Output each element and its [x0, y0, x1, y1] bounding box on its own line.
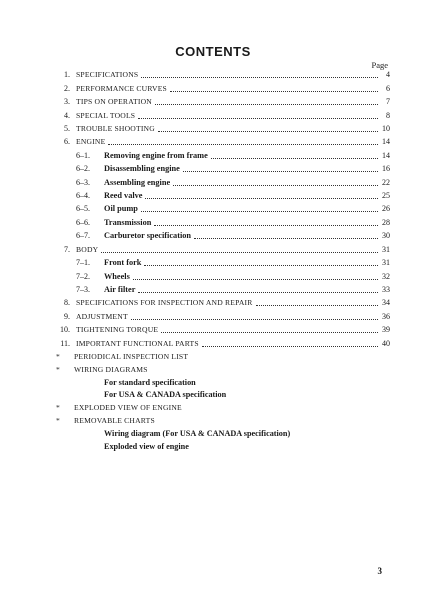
- toc-entry-number: 3.: [64, 97, 70, 107]
- leader-dots: [194, 237, 378, 239]
- toc-entry-number: 2.: [64, 83, 70, 93]
- appendix-subitem: Wiring diagram (For USA & CANADA specification): [104, 428, 291, 438]
- page-number: 3: [377, 566, 382, 576]
- toc-entry-number: 11.: [60, 338, 70, 348]
- leader-dots: [211, 157, 378, 159]
- appendix-item: [56, 351, 376, 364]
- toc-page-number: 26: [382, 204, 390, 214]
- toc-subentry-number: 6–7.: [76, 231, 90, 241]
- toc-subentry: [50, 201, 390, 214]
- toc-entry-number: 10.: [60, 325, 70, 335]
- toc-subentry-label: Disassembling engine: [104, 164, 180, 174]
- appendix-item: [56, 364, 376, 377]
- toc-entry-number: 8.: [64, 298, 70, 308]
- toc-subentry: [50, 268, 390, 281]
- toc-entry: [50, 322, 390, 335]
- toc-subentry-label: Front fork: [104, 258, 142, 268]
- toc-subentry-number: 6–1.: [76, 150, 90, 160]
- appendix-item-label: EXPLODED VIEW OF ENGINE: [74, 403, 182, 413]
- toc-entry: [50, 308, 390, 321]
- toc-entry: [50, 80, 390, 93]
- appendix-subitem: For USA & CANADA specification: [104, 390, 227, 400]
- toc-page-number: 8: [386, 110, 390, 120]
- page-column-label: Page: [371, 60, 388, 70]
- asterisk-bullet: *: [56, 364, 60, 374]
- toc-subentry: [50, 255, 390, 268]
- leader-dots: [158, 130, 378, 132]
- appendix-list: [56, 351, 376, 453]
- toc-subentry-number: 6–2.: [76, 164, 90, 174]
- asterisk-bullet: *: [56, 403, 60, 413]
- toc-entry-label: IMPORTANT FUNCTIONAL PARTS: [76, 338, 199, 348]
- toc-entry-label: TIPS ON OPERATION: [76, 97, 152, 107]
- toc-entry-label: SPECIFICATIONS: [76, 70, 139, 80]
- toc-subentry-label: Transmission: [104, 217, 152, 227]
- toc-subentry-number: 6–3.: [76, 177, 90, 187]
- appendix-subitem: For standard specification: [104, 377, 196, 387]
- toc-subentry-label: Oil pump: [104, 204, 138, 214]
- toc-subentry: [50, 282, 390, 295]
- toc-page-number: 25: [382, 191, 390, 201]
- leader-dots: [138, 117, 378, 119]
- leader-dots: [141, 210, 378, 212]
- toc-page-number: 30: [382, 231, 390, 241]
- toc-page-number: 16: [382, 164, 390, 174]
- toc-subentry: [50, 214, 390, 227]
- asterisk-bullet: *: [56, 352, 60, 361]
- toc-subentry: [50, 161, 390, 174]
- toc-page-number: 10: [382, 124, 390, 134]
- toc-entry-number: 9.: [64, 311, 70, 321]
- toc-page-number: 4: [386, 70, 390, 80]
- toc-entry: [50, 295, 390, 308]
- toc-subentry: [50, 188, 390, 201]
- leader-dots: [154, 224, 378, 226]
- leader-dots: [138, 291, 378, 293]
- toc-entry: [50, 107, 390, 120]
- leader-dots: [155, 103, 378, 105]
- toc-entry-label: TROUBLE SHOOTING: [76, 124, 155, 134]
- toc-entry: [50, 67, 390, 80]
- toc-entry-label: BODY: [76, 244, 99, 254]
- leader-dots: [101, 251, 378, 253]
- toc-entry-label: PERFORMANCE CURVES: [76, 83, 167, 93]
- leader-dots: [144, 264, 378, 266]
- toc-subentry-label: Wheels: [104, 271, 130, 281]
- leader-dots: [256, 304, 379, 306]
- toc-entry-number: 1.: [64, 70, 70, 80]
- leader-dots: [161, 331, 378, 333]
- leader-dots: [173, 184, 378, 186]
- page-title: CONTENTS: [175, 44, 251, 59]
- toc-subentry-number: 6–4.: [76, 191, 90, 201]
- toc-entry-label: SPECIAL TOOLS: [76, 110, 136, 120]
- toc-entry-number: 5.: [64, 124, 70, 134]
- toc-entry-label: ADJUSTMENT: [76, 311, 128, 321]
- leader-dots: [141, 76, 378, 78]
- toc-subentry-label: Air filter: [104, 284, 136, 294]
- toc-subentry: [50, 174, 390, 187]
- toc-page-number: 33: [382, 284, 390, 294]
- toc-page-number: 28: [382, 217, 390, 227]
- toc-subentry-number: 7–2.: [76, 271, 90, 281]
- table-of-contents: [50, 67, 390, 349]
- leader-dots: [131, 318, 378, 320]
- toc-subentry-label: Carburetor specification: [104, 231, 192, 241]
- leader-dots: [145, 197, 378, 199]
- toc-subentry: [50, 228, 390, 241]
- toc-subentry-label: Removing engine from frame: [104, 150, 208, 160]
- toc-subentry-label: Reed valve: [104, 191, 143, 201]
- toc-page-number: 31: [382, 244, 390, 254]
- toc-subentry: [50, 147, 390, 160]
- toc-page-number: 31: [382, 258, 390, 268]
- toc-page-number: 36: [382, 311, 390, 321]
- toc-entry: [50, 335, 390, 348]
- toc-subentry-number: 6–5.: [76, 204, 90, 214]
- toc-entry-number: 6.: [64, 137, 70, 147]
- toc-entry-label: TIGHTENING TORQUE: [76, 325, 159, 335]
- toc-page-number: 7: [386, 97, 390, 107]
- toc-page-number: 32: [382, 271, 390, 281]
- toc-entry-label: SPECIFICATIONS FOR INSPECTION AND REPAIR: [76, 298, 253, 308]
- appendix-item-label: REMOVABLE CHARTS: [74, 415, 155, 425]
- appendix-subitem: Exploded view of engine: [104, 441, 189, 451]
- toc-page-number: 39: [382, 325, 390, 335]
- toc-entry: [50, 241, 390, 254]
- appendix-item-label: PERIODICAL INSPECTION LIST: [74, 352, 189, 361]
- appendix-item-label: WIRING DIAGRAMS: [74, 364, 148, 374]
- toc-page-number: 14: [382, 137, 390, 147]
- toc-entry: [50, 134, 390, 147]
- leader-dots: [133, 278, 378, 280]
- toc-entry-label: ENGINE: [76, 137, 106, 147]
- toc-page-number: 6: [386, 83, 390, 93]
- leader-dots: [108, 143, 378, 145]
- toc-page-number: 40: [382, 338, 390, 348]
- appendix-item: [56, 415, 376, 428]
- leader-dots: [183, 170, 378, 172]
- toc-entry-number: 7.: [64, 244, 70, 254]
- toc-subentry-label: Assembling engine: [104, 177, 171, 187]
- toc-page-number: 14: [382, 150, 390, 160]
- toc-page-number: 34: [382, 298, 390, 308]
- toc-subentry-number: 7–1.: [76, 258, 90, 268]
- toc-subentry-number: 7–3.: [76, 284, 90, 294]
- appendix-item: [56, 402, 376, 415]
- asterisk-bullet: *: [56, 415, 60, 425]
- toc-entry: [50, 94, 390, 107]
- toc-page-number: 22: [382, 177, 390, 187]
- toc-subentry-number: 6–6.: [76, 217, 90, 227]
- toc-entry: [50, 121, 390, 134]
- leader-dots: [202, 345, 378, 347]
- leader-dots: [170, 90, 378, 92]
- toc-entry-number: 4.: [64, 110, 70, 120]
